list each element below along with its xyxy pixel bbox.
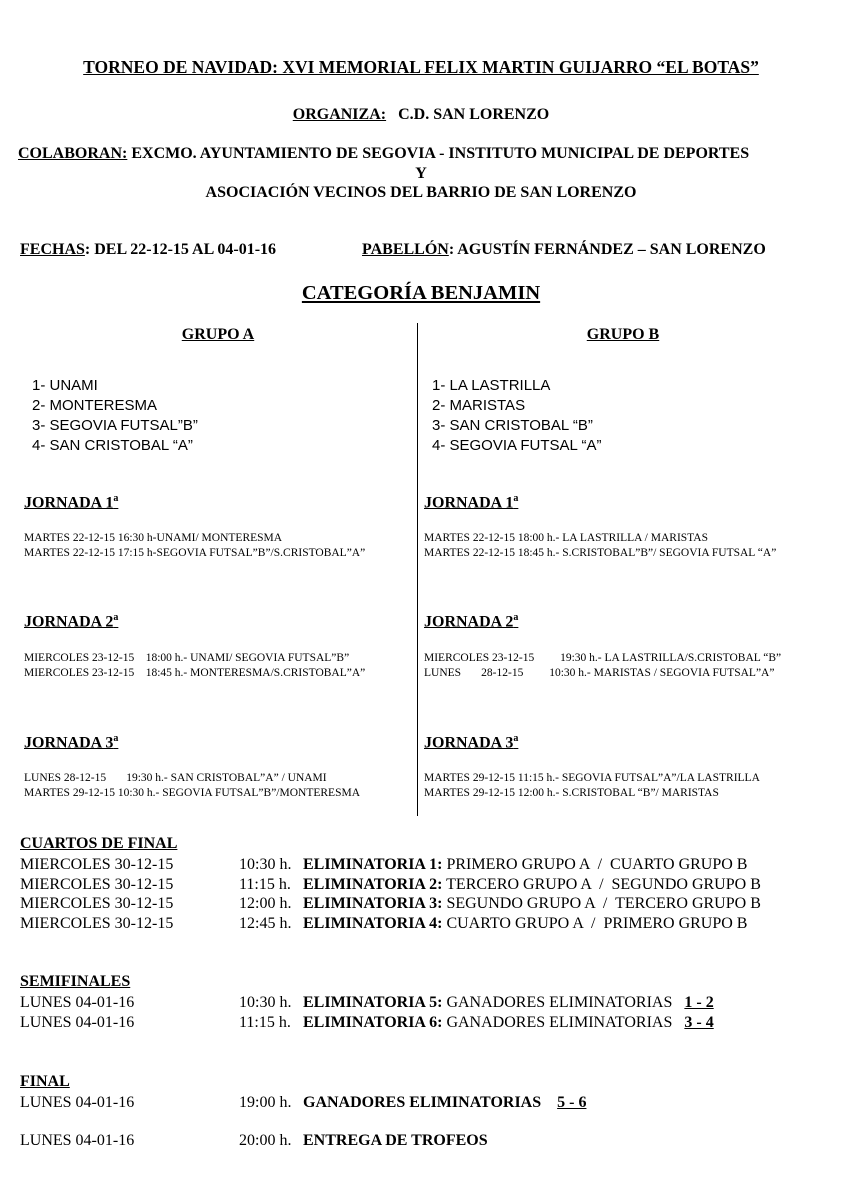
document-title: TORNEO DE NAVIDAD: XVI MEMORIAL FELIX MARTIN GUIJARRO “EL BOTAS” [83,57,759,77]
row-elim: ELIMINATORIA 6: [303,1014,443,1031]
pabellon-label: PABELLÓN [362,241,449,258]
group-a-jornada-1-title: JORNADA 1$^a$ [24,493,119,512]
column-divider [417,323,418,816]
colaboran-line [18,145,749,163]
team-item: 1- LA LASTRILLA [432,377,551,394]
match-line: MIERCOLES 23-12-15 18:45 h.- MONTERESMA/S.CRISTOBAL”A” [24,667,366,679]
row-desc: PRIMERO GRUPO A / CUARTO GRUPO B [442,856,748,873]
colaboran-label: COLABORAN: [18,145,128,162]
group-b-teams [432,376,601,456]
match-line: MARTES 29-12-15 10:30 h.- SEGOVIA FUTSAL”B”/MONTERESMA [24,787,361,799]
match-line: MIERCOLES 23-12-15 18:00 h.- UNAMI/ SEGOVIA FUTSAL”B” [24,652,350,664]
organiza-value: C.D. SAN LORENZO [398,106,550,123]
row-elim: ELIMINATORIA 3: [303,895,443,912]
row-date: MIERCOLES 30-12-15 [20,856,174,873]
match-line: LUNES 28-12-15 19:30 h.- SAN CRISTOBAL”A” / UNAMI [24,772,327,784]
row-pair: 3 - 4 [684,1014,714,1031]
row-date: MIERCOLES 30-12-15 [20,876,174,893]
row-desc: TERCERO GRUPO A / SEGUNDO GRUPO B [442,876,761,893]
row-time: 19:00 h. [239,1094,292,1111]
organiza-label: ORGANIZA: [292,106,387,123]
team-item: 4- SEGOVIA FUTSAL “A” [432,437,602,454]
category-title: CATEGORÍA BENJAMIN [301,282,541,304]
row-time: 12:00 h. [239,895,292,912]
row-pair: 5 - 6 [557,1094,587,1111]
row-elim: ELIMINATORIA 4: [303,915,443,932]
team-item: 2- MARISTAS [432,397,526,414]
row-desc: CUARTO GRUPO A / PRIMERO GRUPO B [442,915,748,932]
match-line: MARTES 22-12-15 16:30 h-UNAMI/ MONTERESMA [24,532,283,544]
team-item: 2- MONTERESMA [32,397,158,414]
row-time: 12:45 h. [239,915,292,932]
row-time: 20:00 h. [239,1132,292,1149]
pabellon-value: : AGUSTÍN FERNÁNDEZ – SAN LORENZO [448,241,766,258]
group-b-jornada-1-title: JORNADA 1$^a$ [424,493,519,512]
row-desc: SEGUNDO GRUPO A / TERCERO GRUPO B [442,895,761,912]
row-date: LUNES 04-01-16 [20,1094,135,1111]
row-elim: ELIMINATORIA 1: [303,856,443,873]
fechas-label: FECHAS [20,241,85,258]
pabellon-line [362,241,766,259]
team-item: 4- SAN CRISTOBAL “A” [32,437,193,454]
row-date: MIERCOLES 30-12-15 [20,915,174,932]
match-line: MARTES 22-12-15 18:00 h.- LA LASTRILLA / MARISTAS [424,532,708,544]
semifinales-title: SEMIFINALES [20,973,131,990]
colaboran-line1: EXCMO. AYUNTAMIENTO DE SEGOVIA - INSTITUTO MUNICIPAL DE DEPORTES [131,145,750,162]
group-b-jornada-3-title: JORNADA 3$^a$ [424,733,519,752]
row-date: LUNES 04-01-16 [20,994,135,1011]
team-item: 1- UNAMI [32,377,98,394]
match-line: LUNES 28-12-15 10:30 h.- MARISTAS / SEGOVIA FUTSAL”A” [424,667,775,679]
match-line: MARTES 22-12-15 17:15 h-SEGOVIA FUTSAL”B”/S.CRISTOBAL”A” [24,547,366,559]
group-a-jornada-3-title: JORNADA 3$^a$ [24,733,119,752]
row-time: 10:30 h. [239,856,292,873]
final-title: FINAL [20,1073,70,1090]
row-date: LUNES 04-01-16 [20,1014,135,1031]
match-line: MARTES 29-12-15 11:15 h.- SEGOVIA FUTSAL”A”/LA LASTRILLA [424,772,760,784]
cuartos-title: CUARTOS DE FINAL [20,835,178,852]
row-date: MIERCOLES 30-12-15 [20,895,174,912]
group-a-teams [32,376,198,456]
colaboran-line2: Y [415,165,427,182]
match-line: MARTES 22-12-15 18:45 h.- S.CRISTOBAL”B”/ SEGOVIA FUTSAL “A” [424,547,777,559]
row-desc: GANADORES ELIMINATORIAS [442,994,677,1011]
team-item: 3- SAN CRISTOBAL “B” [432,417,593,434]
row-time: 10:30 h. [239,994,292,1011]
team-item: 3- SEGOVIA FUTSAL”B” [32,417,198,434]
row-desc: GANADORES ELIMINATORIAS [442,1014,677,1031]
row-time: 11:15 h. [239,876,291,893]
fechas-value: : DEL 22-12-15 AL 04-01-16 [84,241,277,258]
row-desc: ENTREGA DE TROFEOS [303,1132,488,1149]
row-date: LUNES 04-01-16 [20,1132,135,1149]
organiza-line [0,106,842,124]
group-b-jornada-2-title: JORNADA 2$^a$ [424,612,519,631]
row-elim: ELIMINATORIA 5: [303,994,443,1011]
group-a-title: GRUPO A [181,326,255,343]
row-time: 11:15 h. [239,1014,291,1031]
group-b-title: GRUPO B [586,326,660,343]
row-elim: ELIMINATORIA 2: [303,876,443,893]
row-desc: GANADORES ELIMINATORIAS [303,1094,542,1111]
match-line: MIERCOLES 23-12-15 19:30 h.- LA LASTRILLA/S.CRISTOBAL “B” [424,652,782,664]
group-a-jornada-2-title: JORNADA 2$^a$ [24,612,119,631]
match-line: MARTES 29-12-15 12:00 h.- S.CRISTOBAL “B”/ MARISTAS [424,787,719,799]
fechas-line [20,241,276,259]
colaboran-line3: ASOCIACIÓN VECINOS DEL BARRIO DE SAN LORENZO [205,184,637,201]
row-pair: 1 - 2 [684,994,714,1011]
